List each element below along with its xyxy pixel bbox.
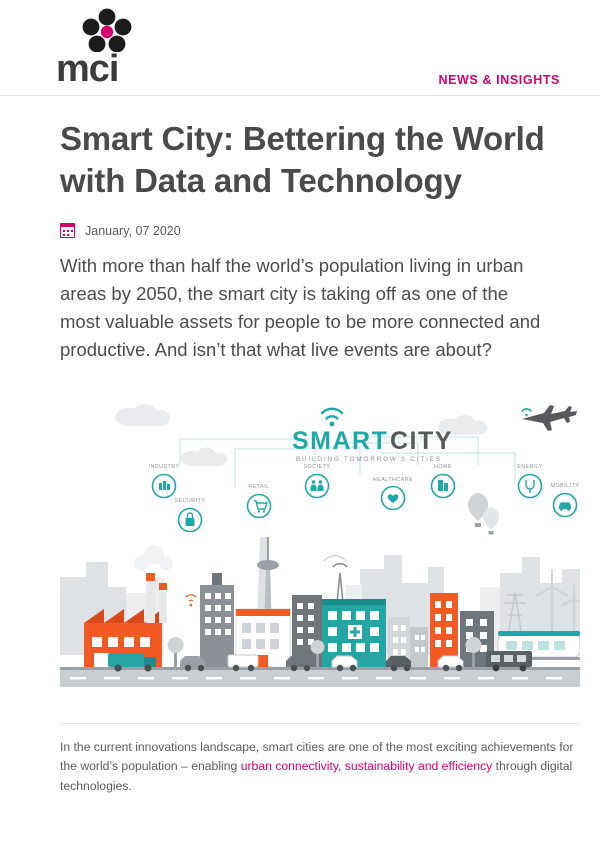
svg-text:HEALTHCARE: HEALTHCARE (372, 476, 414, 483)
caption-link[interactable]: urban connectivity, sustainability and efficiency (240, 759, 493, 774)
publish-date: January, 07 2020 (85, 223, 181, 238)
wifi-icon-small (186, 594, 196, 605)
smart-city-illustration (60, 387, 580, 707)
svg-text:SMART: SMART (292, 426, 389, 455)
svg-text:BUILDING TOMORROW'S CITIES: BUILDING TOMORROW'S CITIES (296, 455, 442, 463)
airplane-icon (522, 405, 577, 431)
node-energy (517, 464, 542, 498)
node-mobility (551, 483, 580, 517)
page-title: Smart City: Bettering the World with Data and Technology (60, 120, 545, 199)
flower-logo-icon (82, 8, 132, 52)
balloon-decoration (468, 493, 499, 535)
svg-text:SOCIETY: SOCIETY (303, 463, 331, 470)
city-buildings (200, 537, 494, 667)
caption-text-end: through digital technologies. (60, 759, 573, 794)
logo-wordmark: mci (56, 48, 119, 90)
illustration-title-group (292, 408, 453, 462)
svg-text:RETAIL: RETAIL (248, 483, 270, 490)
site-header (0, 0, 600, 96)
caption-text-start: In the current innovations landscape, smart cities are one of the most exciting achievements for the world’s population – enabling (60, 739, 574, 774)
calendar-icon (60, 223, 75, 238)
node-healthcare (373, 477, 413, 510)
road-markings (70, 677, 562, 679)
node-society (304, 464, 331, 498)
article-lede: With more than half the world’s population living in urban areas by 2050, the smart city is taking off as one of the most valuable assets for people to be more connected and productive. And isn’t that what live events are about? (60, 255, 541, 361)
svg-text:MOBILITY: MOBILITY (550, 482, 580, 489)
svg-text:SECURITY: SECURITY (174, 497, 206, 504)
smart-city-graphic (60, 387, 580, 707)
node-home (432, 464, 455, 498)
node-industry (149, 464, 180, 498)
node-security (175, 498, 206, 532)
svg-text:HOME: HOME (434, 463, 452, 470)
site-logo[interactable] (52, 6, 162, 90)
nav-news-insights[interactable]: NEWS & INSIGHTS (438, 73, 560, 87)
article-body (0, 118, 600, 797)
svg-text:CITY: CITY (390, 426, 453, 455)
image-caption (60, 723, 580, 797)
svg-text:ENERGY: ENERGY (517, 463, 543, 470)
node-retail (248, 484, 271, 518)
article-meta (60, 223, 560, 238)
svg-text:INDUSTRY: INDUSTRY (148, 463, 180, 470)
